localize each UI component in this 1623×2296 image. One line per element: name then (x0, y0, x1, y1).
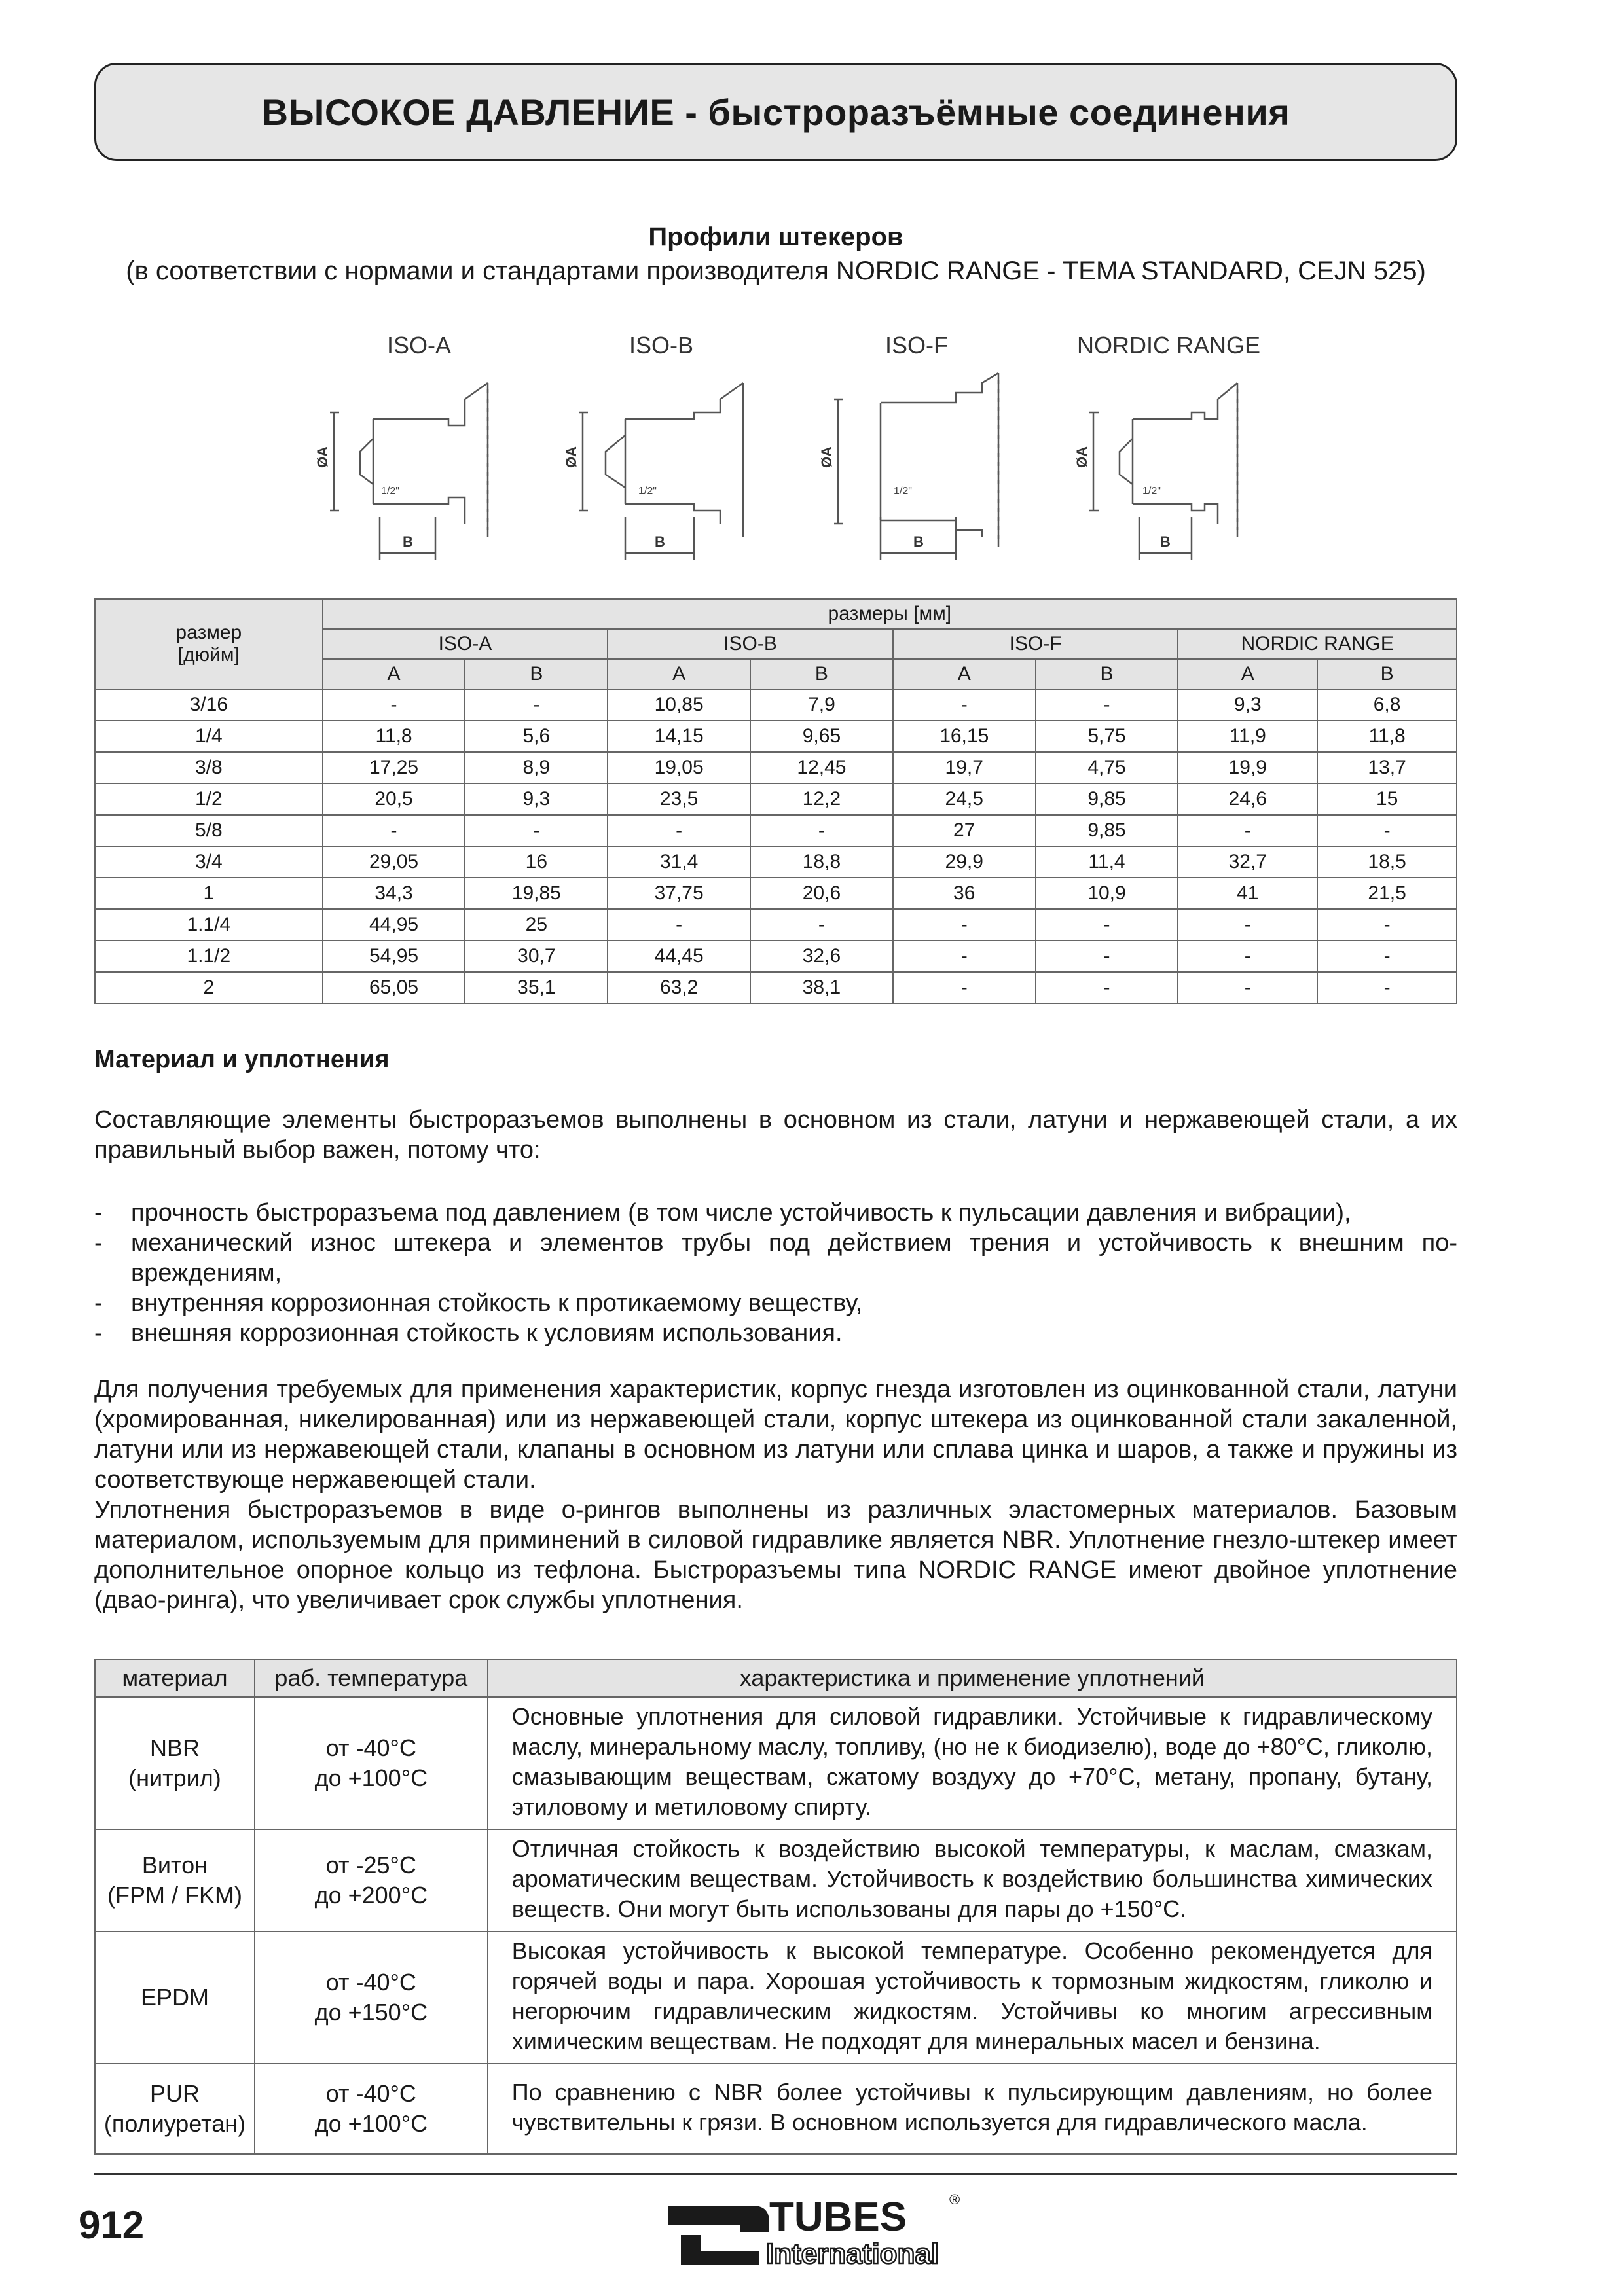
footer-divider (94, 2173, 1457, 2175)
material-body (94, 1374, 1457, 1615)
value-cell: - (1317, 815, 1457, 846)
value-cell: 11,9 (1178, 721, 1317, 752)
description-cell: Отличная стойкость к воздействию высокой температуры, к маслам, смазкам, ароматическим веществам. Устойчивость к воздействию большинства химических веществ. Они могут быть использованы для пары до +150°C. (488, 1829, 1457, 1931)
profiles-subtitle: (в соответствии с нормами и стандартами производителя NORDIC RANGE - TEMA STANDARD, CEJN 525) (126, 257, 1426, 285)
material-cell: EPDM (95, 1931, 255, 2064)
value-cell: 35,1 (465, 972, 608, 1003)
value-cell: - (608, 815, 750, 846)
value-cell: 32,6 (750, 941, 893, 972)
material-cell: NBR (нитрил) (95, 1697, 255, 1829)
list-item: - внешняя коррозионная стойкость к условиям использования. (94, 1319, 843, 1347)
value-cell: 12,2 (750, 783, 893, 815)
value-cell: 5,75 (1036, 721, 1178, 752)
seal-materials-table (94, 1659, 1457, 2155)
size-cell: 1 (95, 878, 323, 909)
thread-label: 1/2" (1142, 486, 1161, 497)
value-cell: 8,9 (465, 752, 608, 783)
value-cell: - (1317, 972, 1457, 1003)
profile-label-iso-a: ISO-A (386, 332, 452, 359)
value-cell: 21,5 (1317, 878, 1457, 909)
description-cell: Высокая устойчивость к высокой температуре. Особенно рекомендуется для горячей воды и пара. Хорошая устойчивость к тормозным жидкостям, гликолю и негорючим гидравлическим жидкостям. Устойчивы ко многим агрессивным химическим веществам. Не подходят для минеральных масел и бензина. (488, 1931, 1457, 2064)
value-cell: 19,9 (1178, 752, 1317, 783)
size-cell: 3/8 (95, 752, 323, 783)
value-cell: - (893, 972, 1036, 1003)
value-cell: 31,4 (608, 846, 750, 878)
value-cell: 10,85 (608, 689, 750, 721)
material-section-title: Материал и уплотнения (94, 1046, 390, 1073)
size-cell: 5/8 (95, 815, 323, 846)
col-a: A (608, 659, 750, 689)
value-cell: 9,85 (1036, 815, 1178, 846)
value-cell: 5,6 (465, 721, 608, 752)
value-cell: 34,3 (323, 878, 465, 909)
col-iso-b: ISO-B (608, 629, 893, 659)
value-cell: 29,05 (323, 846, 465, 878)
value-cell: 25 (465, 909, 608, 941)
value-cell: - (1036, 972, 1178, 1003)
value-cell: 24,5 (893, 783, 1036, 815)
list-item: - прочность быстроразъема под давлением (в том числе устойчивость к пульсации давления и вибрации), (94, 1199, 1351, 1227)
value-cell: - (1178, 941, 1317, 972)
material-intro-paragraph: Составляющие элементы быстроразъемов выполнены в основном из стали, латуни и нержавеющей стали, а их правильный выбор важен, потому что: (94, 1106, 1457, 1164)
size-header: размер [дюйм] (95, 599, 323, 689)
table-row (95, 689, 1457, 721)
table-row (95, 783, 1457, 815)
col-b: B (1036, 659, 1178, 689)
table-row (95, 752, 1457, 783)
table-row (95, 878, 1457, 909)
value-cell: - (750, 909, 893, 941)
col-material: материал (95, 1659, 255, 1697)
value-cell: 30,7 (465, 941, 608, 972)
material-paragraph-seals: Уплотнения быстроразъемов в виде о-рингов выполнены из различных эластомерных материалов. Базовым материалом, используемым для приминений в силовой гидравлике является NBR. Уплотнение гнезло-штекер имеет дополнительное опорное кольцо из тефлона. Быстроразъемы типа NORDIC RANGE имеют двойное уплотнение (двао-ринга), что увеличивает срок службы уплотнения. (94, 1496, 1457, 1614)
material-paragraph-housing: Для получения требуемых для применения характеристик, корпус гнезда изготовлен из оцинкованной стали, латуни (хромированная, никелированная) или из нержавеющей стали, корпус штекера из оцинкованной стали закаленной, латуни или из нержавеющей стали, клапаны в основном из латуни или сплава цинка и шаров, а также и пружины из соответствующе нержавеющей стали. (94, 1376, 1457, 1494)
page-header (94, 63, 1457, 161)
description-cell: По сравнению с NBR более устойчивы к пульсирующим давлениям, но более чувствительны к грязи. В основном используется для гидравлического масла. (488, 2064, 1457, 2154)
value-cell: 32,7 (1178, 846, 1317, 878)
iso-f-drawing (834, 373, 998, 560)
value-cell: - (1317, 941, 1457, 972)
table-row (95, 1931, 1457, 2064)
col-a: A (323, 659, 465, 689)
value-cell: 36 (893, 878, 1036, 909)
value-cell: - (893, 689, 1036, 721)
value-cell: 9,65 (750, 721, 893, 752)
value-cell: 18,5 (1317, 846, 1457, 878)
value-cell: - (465, 689, 608, 721)
logo-registered-mark: ® (949, 2191, 960, 2208)
value-cell: 9,3 (465, 783, 608, 815)
value-cell: 14,15 (608, 721, 750, 752)
dim-b-label: B (1160, 533, 1171, 550)
value-cell: - (1036, 941, 1178, 972)
value-cell: - (1036, 909, 1178, 941)
value-cell: - (750, 815, 893, 846)
value-cell: - (1178, 815, 1317, 846)
page-title: ВЫСОКОЕ ДАВЛЕНИЕ - быстроразъёмные соединения (261, 91, 1290, 133)
table-row (95, 972, 1457, 1003)
thread-label: 1/2" (638, 486, 657, 497)
value-cell: 24,6 (1178, 783, 1317, 815)
value-cell: 23,5 (608, 783, 750, 815)
value-cell: 37,75 (608, 878, 750, 909)
value-cell: 27 (893, 815, 1036, 846)
col-nordic-range: NORDIC RANGE (1178, 629, 1457, 659)
col-characteristics: характеристика и применение уплотнений (488, 1659, 1457, 1697)
temperature-cell: от -40°C до +100°C (255, 2064, 488, 2154)
col-b: B (750, 659, 893, 689)
value-cell: - (1178, 972, 1317, 1003)
profiles-title: Профили штекеров (648, 223, 903, 251)
value-cell: 6,8 (1317, 689, 1457, 721)
col-b: B (465, 659, 608, 689)
dim-a-label: ØA (314, 446, 331, 468)
col-temperature: раб. температура (255, 1659, 488, 1697)
value-cell: 10,9 (1036, 878, 1178, 909)
list-item: - механический износ штекера и элементов трубы под действием трения и устойчивость к внешним по-вреждениям, (94, 1229, 1457, 1287)
value-cell: 19,7 (893, 752, 1036, 783)
dim-a-label: ØA (818, 446, 835, 468)
temperature-cell: от -40°C до +100°C (255, 1697, 488, 1829)
material-cell: Витон (FPM / FKM) (95, 1829, 255, 1931)
value-cell: 20,5 (323, 783, 465, 815)
dim-b-label: B (655, 533, 665, 550)
profile-label-iso-b: ISO-B (629, 332, 694, 359)
col-a: A (893, 659, 1036, 689)
list-item: - внутренняя коррозионная стойкость к протикаемому веществу, (94, 1289, 863, 1317)
size-cell: 1.1/4 (95, 909, 323, 941)
value-cell: - (323, 689, 465, 721)
material-cell: PUR (полиуретан) (95, 2064, 255, 2154)
value-cell: - (1036, 689, 1178, 721)
value-cell: 63,2 (608, 972, 750, 1003)
value-cell: - (1317, 909, 1457, 941)
temperature-cell: от -25°C до +200°C (255, 1829, 488, 1931)
value-cell: 29,9 (893, 846, 1036, 878)
value-cell: 38,1 (750, 972, 893, 1003)
size-cell: 1.1/2 (95, 941, 323, 972)
value-cell: - (893, 941, 1036, 972)
table-row (95, 1829, 1457, 1931)
logo-subtext: International (766, 2238, 939, 2270)
value-cell: 19,85 (465, 878, 608, 909)
value-cell: 16 (465, 846, 608, 878)
page-number: 912 (79, 2203, 145, 2247)
dim-a-label: ØA (563, 446, 579, 468)
dim-b-label: B (403, 533, 413, 550)
value-cell: 44,95 (323, 909, 465, 941)
value-cell: 9,3 (1178, 689, 1317, 721)
value-cell: 65,05 (323, 972, 465, 1003)
value-cell: 11,4 (1036, 846, 1178, 878)
table-row (95, 846, 1457, 878)
table-row (95, 909, 1457, 941)
temperature-cell: от -40°C до +150°C (255, 1931, 488, 2064)
col-iso-a: ISO-A (323, 629, 608, 659)
table-row (95, 941, 1457, 972)
value-cell: - (465, 815, 608, 846)
value-cell: 54,95 (323, 941, 465, 972)
plug-profile-drawings (262, 321, 1309, 569)
value-cell: 15 (1317, 783, 1457, 815)
thread-label: 1/2" (381, 486, 399, 497)
value-cell: 12,45 (750, 752, 893, 783)
dimensions-table (94, 598, 1457, 1004)
dimensions-table-body (95, 689, 1457, 1003)
value-cell: 44,45 (608, 941, 750, 972)
size-cell: 3/16 (95, 689, 323, 721)
dim-b-label: B (913, 533, 924, 550)
tubes-international-logo (661, 2186, 969, 2271)
value-cell: - (323, 815, 465, 846)
value-cell: 17,25 (323, 752, 465, 783)
col-a: A (1178, 659, 1317, 689)
value-cell: - (608, 909, 750, 941)
value-cell: 41 (1178, 878, 1317, 909)
size-cell: 2 (95, 972, 323, 1003)
value-cell: 19,05 (608, 752, 750, 783)
table-row (95, 815, 1457, 846)
table-row (95, 2064, 1457, 2154)
value-cell: 13,7 (1317, 752, 1457, 783)
size-cell: 1/4 (95, 721, 323, 752)
value-cell: 18,8 (750, 846, 893, 878)
thread-label: 1/2" (894, 486, 912, 497)
description-cell: Основные уплотнения для силовой гидравлики. Устойчивые к гидравлическому маслу, минеральному маслу, топливу, (но не к биодизелю), воде до +80°C, гликолю, смазывающим веществам, сжатому воздуху до +70°C, метану, пропану, бутану, этиловому и метиловому спирту. (488, 1697, 1457, 1829)
size-cell: 1/2 (95, 783, 323, 815)
col-iso-f: ISO-F (893, 629, 1178, 659)
value-cell: 4,75 (1036, 752, 1178, 783)
value-cell: 16,15 (893, 721, 1036, 752)
table-row (95, 721, 1457, 752)
profile-label-iso-f: ISO-F (885, 332, 948, 359)
table-row (95, 1697, 1457, 1829)
value-cell: - (893, 909, 1036, 941)
col-b: B (1317, 659, 1457, 689)
value-cell: - (1178, 909, 1317, 941)
material-bullet-list (94, 1198, 1457, 1348)
value-cell: 7,9 (750, 689, 893, 721)
value-cell: 9,85 (1036, 783, 1178, 815)
profile-label-nordic-range: NORDIC RANGE (1076, 332, 1261, 359)
logo-text: TUBES (769, 2195, 907, 2240)
value-cell: 11,8 (1317, 721, 1457, 752)
dimensions-group-header: размеры [мм] (323, 599, 1457, 629)
value-cell: 20,6 (750, 878, 893, 909)
value-cell: 11,8 (323, 721, 465, 752)
size-cell: 3/4 (95, 846, 323, 878)
dim-a-label: ØA (1074, 446, 1090, 468)
